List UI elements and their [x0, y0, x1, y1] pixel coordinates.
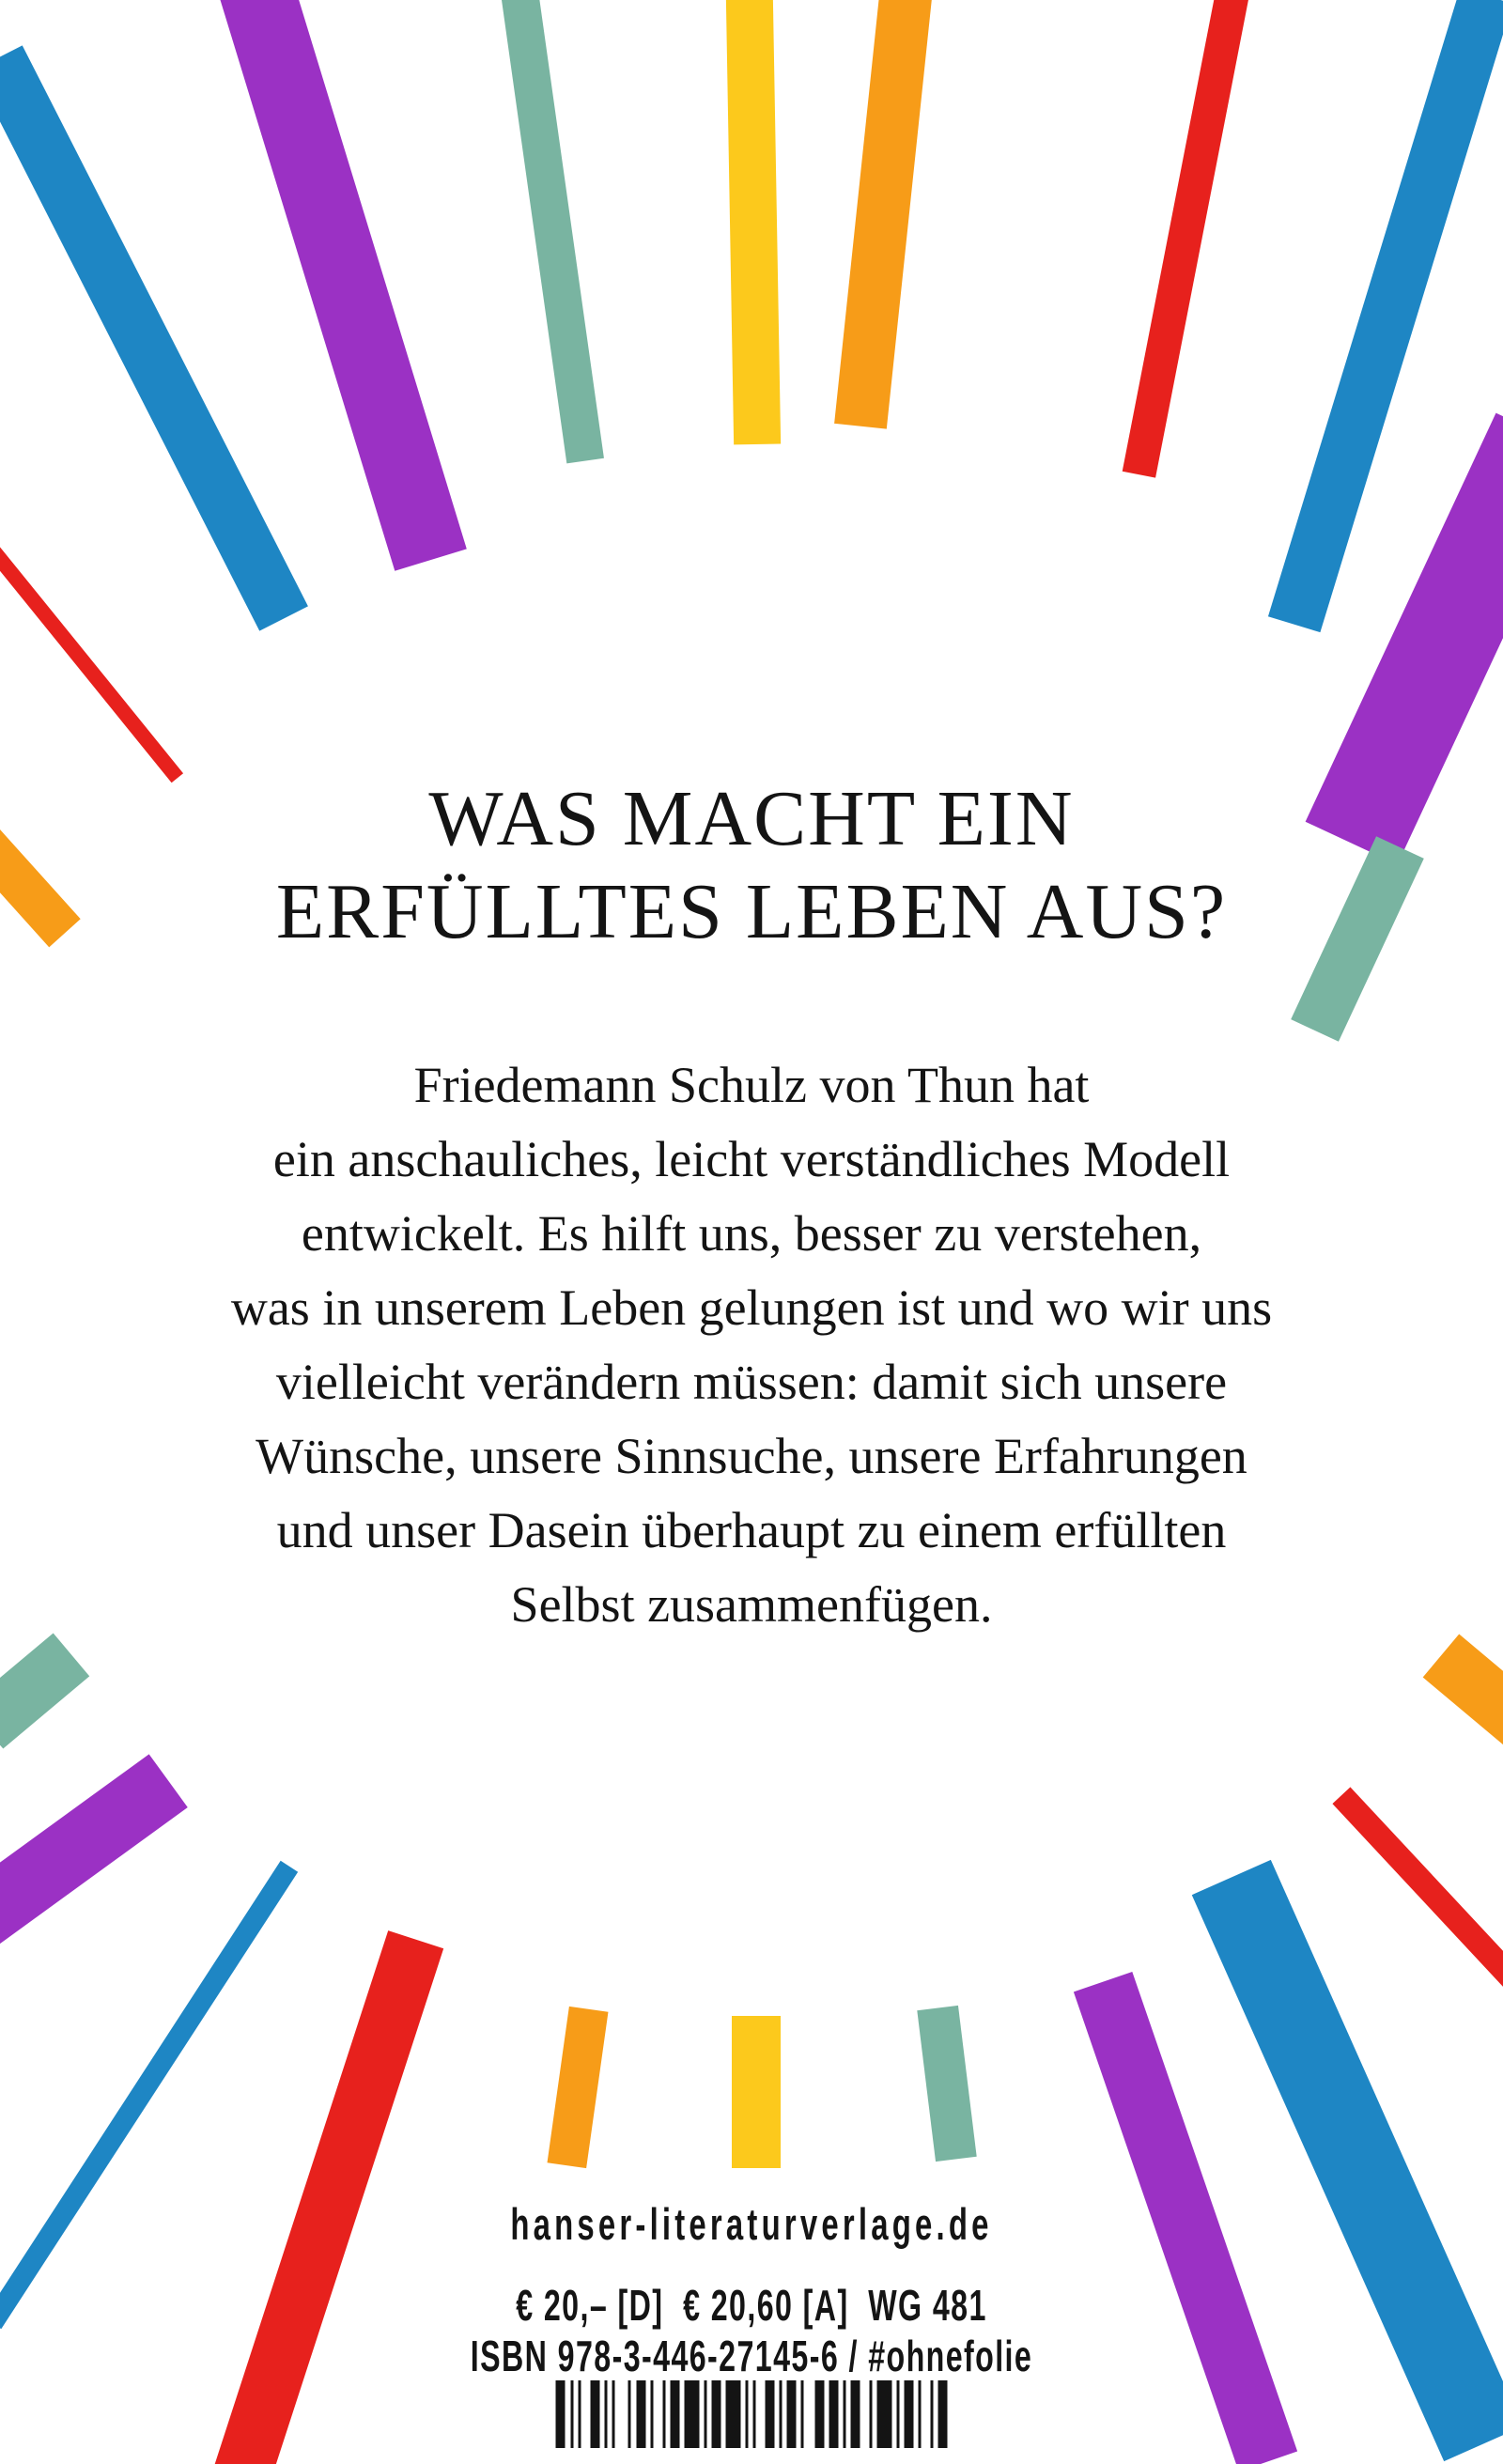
ray-stripe [1423, 1635, 1503, 1747]
ray-stripe [0, 533, 183, 783]
ray-stripe [1332, 1787, 1503, 1989]
ray-stripe [917, 2006, 976, 2162]
headline-line-1: WAS MACHT EIN [428, 775, 1075, 862]
ray-stripe [1123, 0, 1249, 478]
blurb-line: und unser Dasein überhaupt zu einem erfüllten [276, 1502, 1227, 1558]
blurb-line: vielleicht verändern müssen: damit sich unsere [275, 1354, 1228, 1410]
price-line: € 20,– [D] € 20,60 [A] WG 481 [516, 2281, 987, 2330]
ray-stripe [0, 1861, 298, 2329]
publisher-website: hanser-literaturverlage.de [510, 2199, 993, 2249]
blurb-line: Selbst zusammenfügen. [510, 1576, 993, 1633]
barcode [556, 2380, 948, 2448]
blurb-line: entwickelt. Es hilft uns, besser zu verstehen, [301, 1205, 1202, 1262]
ray-stripe [0, 1633, 89, 1748]
ray-stripe [219, 0, 467, 571]
blurb-line: Friedemann Schulz von Thun hat [413, 1057, 1090, 1113]
ray-stripe [501, 0, 604, 463]
isbn-line: ISBN 978-3-446-27145-6 / #ohnefolie [470, 2332, 1033, 2380]
headline [0, 772, 1503, 958]
headline-line-2: ERFÜLLTES LEBEN AUS? [275, 868, 1228, 955]
blurb-text [0, 1048, 1503, 1642]
blurb-line: was in unserem Leben gelungen ist und wo wir uns [230, 1279, 1273, 1336]
blurb-line: ein anschauliches, leicht verständliches Modell [272, 1131, 1231, 1187]
ray-stripe [726, 0, 781, 444]
ray-stripe [0, 1754, 188, 1956]
blurb-line: Wünsche, unsere Sinnsuche, unsere Erfahrungen [256, 1428, 1247, 1484]
ray-stripe [732, 2016, 781, 2168]
ray-stripe [548, 2007, 609, 2168]
ray-stripe [834, 0, 932, 429]
